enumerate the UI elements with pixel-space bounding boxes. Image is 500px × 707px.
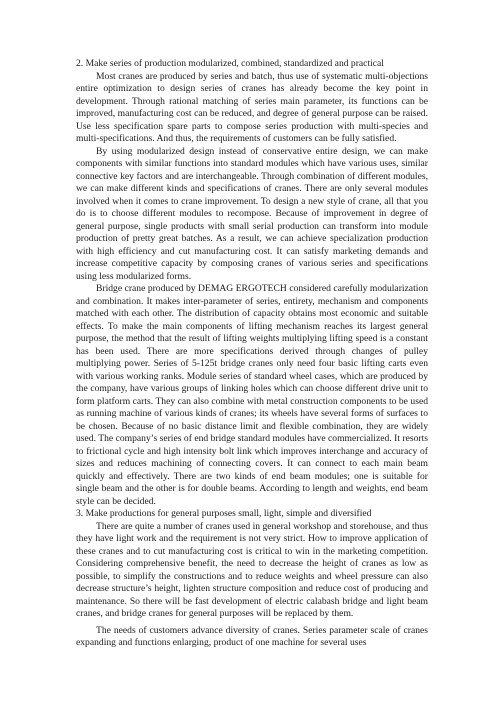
section-heading-2: 2. Make series of production modularized, combined, standardized and practical bbox=[76, 58, 384, 69]
section-heading-3: 3. Make productions for general purposes small, light, simple and diversified bbox=[76, 508, 372, 519]
paragraph-series-production: Most cranes are produced by series and batch, thus use of systematic multi-objections entire optimization to design series of cranes has already become the key point in development. Through rational matching of series main parameter, its functions can be improved, manufacturing cost can be reduced, and degree of general purpose can be raised. Use less specification spare parts to compose series production with multi-species and multi-specifications. And thus, the requirements of customers can be fully satisfied. bbox=[76, 70, 428, 144]
document-page bbox=[76, 58, 428, 650]
paragraph-customer-diversity: The needs of customers advance diversity of cranes. Series parameter scale of cranes expanding and functions enlarging, product of one machine for several uses bbox=[76, 624, 428, 648]
paragraph-general-workshop-cranes: There are quite a number of cranes used in general workshop and storehouse, and thus they have light work and the requirement is not very strict. How to improve application of these cranes and to cut manufacturing cost is critical to win in the marketing competition. Considering comprehensive benefit, the need to decrease the height of cranes as low as possible, to simplify the constructions and to reduce weights and wheel pressure can also decrease structure’s height, lighten structure composition and reduce cost of producing and maintenance. So there will be fast development of electric calabash bridge and light beam cranes, and bridge cranes for general purposes will be replaced by them. bbox=[76, 520, 428, 619]
paragraph-modularized-design: By using modularized design instead of conservative entire design, we can make components with similar functions into standard modules which have various uses, similar connective key factors and are interchangeable. Through combination of different modules, we can make different kinds and specifications of cranes. There are only several modules involved when it comes to crane improvement. To design a new style of crane, all that you do is to choose different modules to recompose. Because of improvement in degree of general purpose, single products with small serial production can transform into module production of pretty great batches. As a result, we can achieve specialization production with high efficiency and cut manufacturing cost. It can satisfy marketing demands and increase competitive capacity by composing cranes of various series and specifications using less modularized forms. bbox=[76, 145, 428, 282]
paragraph-demag-ergotech: Bridge crane produced by DEMAG ERGOTECH considered carefully modularization and combination. It makes inter-parameter of series, entirety, mechanism and components matched with each other. The distribution of capacity obtains most economic and suitable effects. To make the main components of lifting mechanism reaches its largest general purpose, the method that the result of lifting weights multiplying lifting speed is a constant has been used. There are more specifications derived through changes of pulley multiplying power. Series of 5-125t bridge cranes only need four basic lifting carts even with various working ranks. Module series of standard wheel cases, which are produced by the company, have various groups of linking holes which can choose different drive unit to form platform carts. They can also combine with metal construction components to be used as running machine of various kinds of cranes; its wheels have several forms of surfaces to be chosen. Because of no basic distance limit and flexible combination, they are widely used. The company’s series of end bridge standard modules have commercialized. It resorts to frictional cycle and high intensity bolt link which improves interchange and accuracy of sizes and reduces machining of connecting covers. It can connect to each main beam quickly and effectively. There are two kinds of end beam modules; one is suitable for single beam and the other is for double beams. According to length and weights, end beam style can be decided. bbox=[76, 283, 428, 507]
